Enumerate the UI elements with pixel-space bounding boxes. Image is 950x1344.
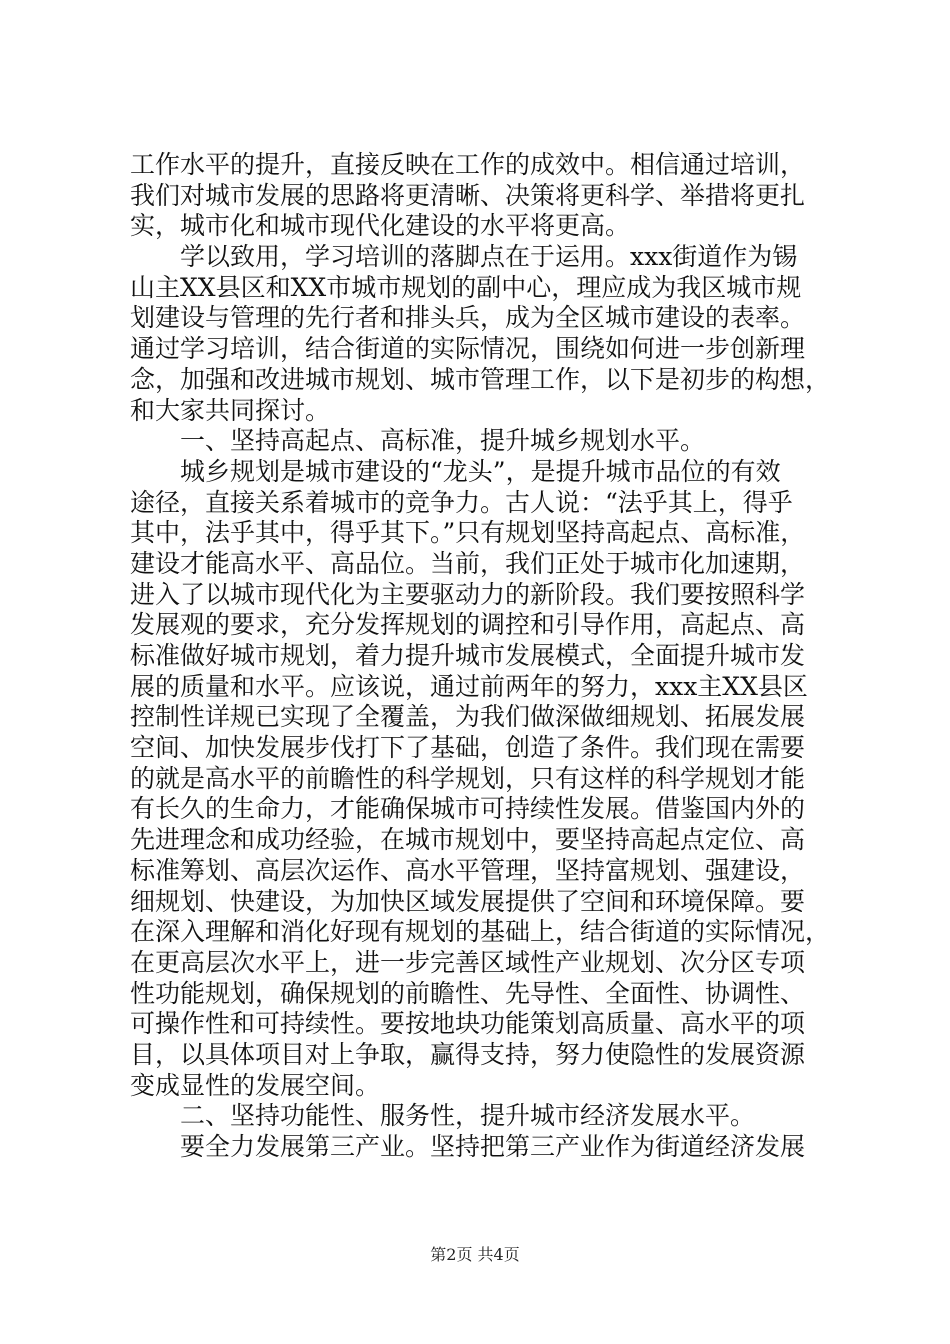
- text-line: 通过学习培训，结合街道的实际情况，围绕如何进一步创新理: [130, 334, 806, 364]
- text-line: 划建设与管理的先行者和排头兵，成为全区城市建设的表率。: [130, 303, 806, 333]
- text-line: 进入了以城市现代化为主要驱动力的新阶段。我们要按照科学: [130, 579, 806, 609]
- page-footer: 第2页 共4页: [430, 1245, 520, 1264]
- text-line: 空间、加快发展步伐打下了基础，创造了条件。我们现在需要: [130, 733, 806, 763]
- text-line: 性功能规划，确保规划的前瞻性、先导性、全面性、协调性、: [130, 978, 806, 1008]
- text-line: 念，加强和改进城市规划、城市管理工作，以下是初步的构想，: [130, 364, 831, 394]
- text-line: 的就是高水平的前瞻性的科学规划，只有这样的科学规划才能: [130, 763, 806, 793]
- text-line: 控制性详规已实现了全覆盖，为我们做深做细规划、拓展发展: [130, 702, 806, 732]
- text-line: 学以致用，学习培训的落脚点在于运用。xxx街道作为锡: [130, 242, 798, 272]
- text-line: 建设才能高水平、高品位。当前，我们正处于城市化加速期，: [130, 548, 806, 578]
- text-line: 在更高层次水平上，进一步完善区域性产业规划、次分区专项: [130, 947, 806, 977]
- section-heading: 一、坚持高起点、高标准，提升城乡规划水平。: [130, 426, 706, 456]
- text-line: 标准筹划、高层次运作、高水平管理，坚持富规划、强建设，: [130, 855, 806, 885]
- text-line: 途径，直接关系着城市的竞争力。古人说：“法乎其上，得乎: [130, 487, 793, 517]
- text-line: 目，以具体项目对上争取，赢得支持，努力使隐性的发展资源: [130, 1039, 806, 1069]
- text-line: 城乡规划是城市建设的“龙头”，是提升城市品位的有效: [130, 456, 781, 486]
- text-line: 在深入理解和消化好现有规划的基础上，结合街道的实际情况，: [130, 917, 831, 947]
- section-heading: 二、坚持功能性、服务性，提升城市经济发展水平。: [130, 1101, 756, 1131]
- text-line: 工作水平的提升，直接反映在工作的成效中。相信通过培训，: [130, 150, 806, 179]
- text-line: 我们对城市发展的思路将更清晰、决策将更科学、举措将更扎: [130, 180, 806, 210]
- text-line: 实，城市化和城市现代化建设的水平将更高。: [130, 211, 631, 241]
- text-line: 有长久的生命力，才能确保城市可持续性发展。借鉴国内外的: [130, 794, 806, 824]
- text-line: 细规划、快建设，为加快区域发展提供了空间和环境保障。要: [130, 886, 806, 916]
- text-line: 先进理念和成功经验，在城市规划中，要坚持高起点定位、高: [130, 825, 806, 855]
- text-line: 发展观的要求，充分发挥规划的调控和引导作用，高起点、高: [130, 610, 806, 640]
- text-line: 山主XX县区和XX市城市规划的副中心，理应成为我区城市规: [130, 272, 802, 302]
- text-line: 和大家共同探讨。: [130, 395, 331, 425]
- text-line: 可操作性和可持续性。要按地块功能策划高质量、高水平的项: [130, 1009, 806, 1039]
- text-line: 要全力发展第三产业。坚持把第三产业作为街道经济发展: [130, 1132, 806, 1161]
- text-line: 其中，法乎其中，得乎其下。”只有规划坚持高起点、高标准，: [130, 518, 806, 548]
- text-line: 展的质量和水平。应该说，通过前两年的努力，xxx主XX县区: [130, 671, 808, 701]
- text-line: 标准做好城市规划，着力提升城市发展模式，全面提升城市发: [130, 641, 806, 670]
- text-line: 变成显性的发展空间。: [130, 1070, 381, 1100]
